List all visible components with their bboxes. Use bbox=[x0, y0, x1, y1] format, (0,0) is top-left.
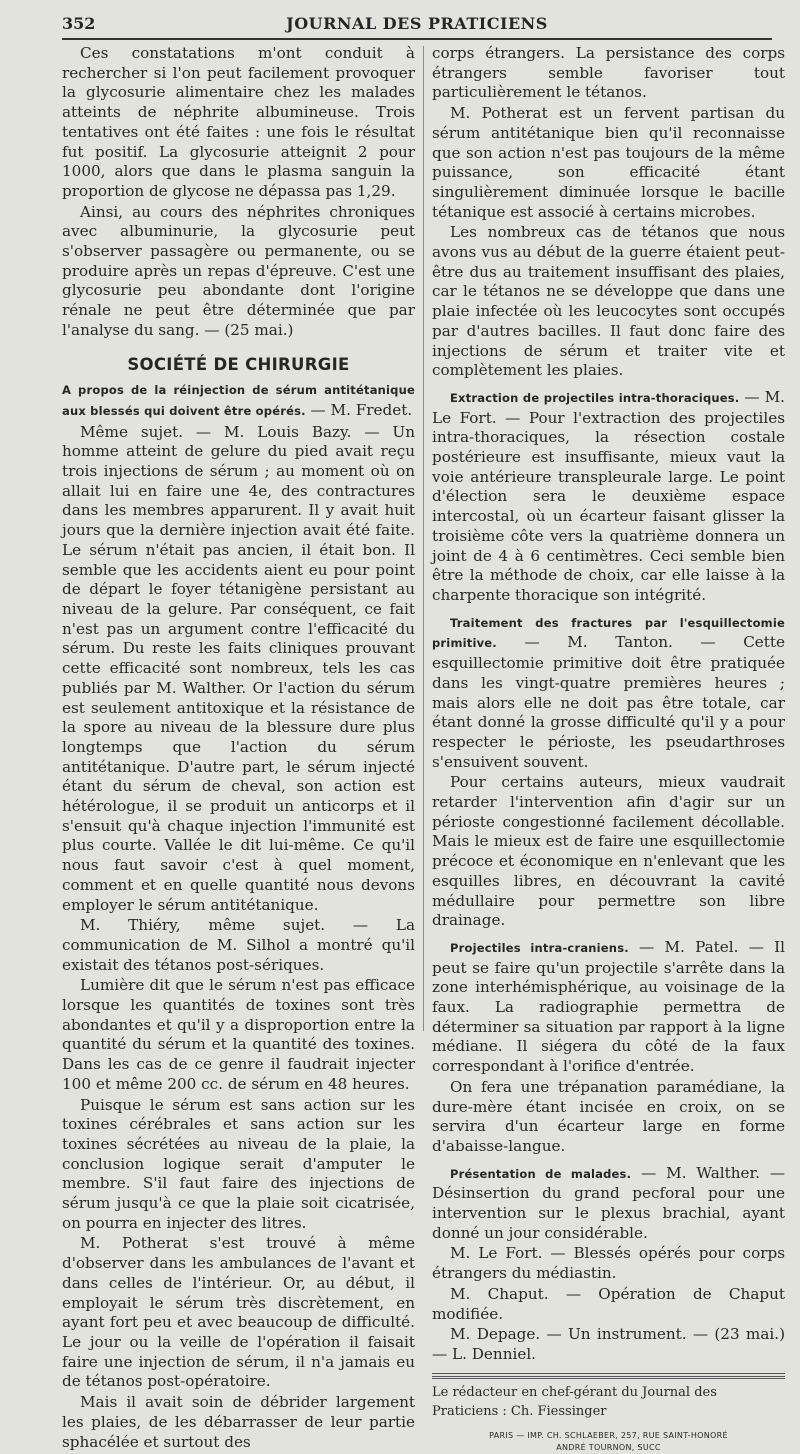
paragraph: Pour certains auteurs, mieux vaudrait retarder l'intervention afin d'agir sur un périoste congestionné facilement décollable. Mais le mieux est de faire une esquillectomie précoce et économique en n'enlevant que les esquilles libres, en découvrant la cavité médullaire pour permettre son libre drainage. bbox=[432, 773, 785, 930]
paragraph: M. Thiéry, même sujet. — La communication de M. Silhol a montré qu'il existait des tétanos post-sériques. bbox=[62, 916, 415, 974]
sub-heading bbox=[62, 380, 415, 421]
paragraph: Ainsi, au cours des néphrites chroniques avec albuminurie, la glycosurie peut s'observer passagère ou permanente, ou se produire après un repas d'épreuve. C'est une glycosurie peu abondante dont l'origine rénale ne peut être déterminée que par l'analyse du sang. — (25 mai.) bbox=[62, 202, 415, 339]
column-divider bbox=[423, 46, 424, 1031]
paragraph: Même sujet. — M. Louis Bazy. — Un homme atteint de gelure du pied avait reçu trois injections de sérum ; au moment où on allait lui en faire une 4e, des contractures dans les membres apparurent. Il y avait huit jours que la dernière injection avait été faite. Le sérum n'était pas ancien, il était bon. Il semble que les accidents aient eu pour point de départ le foyer tétanigène persistant au niveau de la gelure. Par conséquent, ce fait n'est pas un argument contre l'efficacité du sérum. Du reste les faits cliniques prouvant cette efficacité sont nombreux, tels les cas publiés par M. Walther. Or l'action du sérum est seulement antitoxique et la résistance de la spore au niveau de la blessure dure plus longtemps que l'action du sérum antitétanique. D'autre part, le sérum injecté étant du sérum de cheval, son action est hétérologue, il se produit un anticorps et il s'ensuit qu'à chaque injection l'immunité est plus courte. Vallée le dit lui-même. Ce qu'il nous faut savoir c'est à quel moment, comment et en quelle quantité nous devons employer le sérum antitétanique. bbox=[62, 422, 415, 914]
article-text: — M. Tanton. — Cette esquillectomie primitive doit être pratiquée dans les vingt-quatre premières heures ; mais alors elle ne doit pas être totale, car étant donné la grosse difficulté qu'il y a pour respecter le périoste, les pseudarthroses s'ensuivent souvent. bbox=[432, 633, 785, 771]
paragraph: Les nombreux cas de tétanos que nous avons vus au début de la guerre étaient peut-être dus au traitement insuffisant des plaies, car le tétanos ne se développe que dans une plaie infectée où les leucocytes sont occupés par d'autres bacilles. Il faut donc faire des injections de sérum et traiter vite et complètement les plaies. bbox=[432, 223, 785, 380]
page-number: 352 bbox=[62, 14, 96, 33]
article-entry bbox=[432, 1164, 785, 1244]
printer-line: ANDRÉ TOURNON, SUCC bbox=[556, 1443, 661, 1453]
article-entry bbox=[432, 388, 785, 606]
footer-rule-double bbox=[432, 1376, 785, 1379]
printer-imprint bbox=[432, 1430, 785, 1454]
paragraph: M. Potherat est un fervent partisan du sérum antitétanique bien qu'il reconnaisse que son action n'est pas toujours de la même puissance, son efficacité étant singulièrement diminuée lorsque le bacille tétanique est associé à certains microbes. bbox=[432, 104, 785, 221]
paragraph: corps étrangers. La persistance des corps étrangers semble favoriser tout particulièrement le tétanos. bbox=[432, 44, 785, 102]
paragraph: On fera une trépanation paramédiane, la dure-mère étant incisée en croix, on se servira d'un écarteur large en forme d'abaisse-langue. bbox=[432, 1077, 785, 1155]
paragraph: Mais il avait soin de débrider largement les plaies, de les débarrasser de leur partie sphacélée et surtout des bbox=[62, 1393, 415, 1451]
paragraph: Lumière dit que le sérum n'est pas efficace lorsque les quantités de toxines sont très abondantes et qu'il y a disproportion entre la quantité du sérum et la quantité des toxines. Dans les cas de ce genre il faudrait injecter 100 et même 200 cc. de sérum en 48 heures. bbox=[62, 976, 415, 1093]
right-column bbox=[432, 44, 785, 1454]
paragraph: Ces constatations m'ont conduit à rechercher si l'on peut facilement provoquer la glycosurie alimentaire chez les malades atteints de néphrite albumineuse. Trois tentatives ont été faites : une fois le résultat fut positif. La glycosurie atteignit 2 pour 1000, alors que dans le plasma sanguin la proportion de glycose ne dépassa pas 1,29. bbox=[62, 44, 415, 200]
article-heading: Extraction de projectiles intra-thoraciques. bbox=[450, 390, 740, 405]
journal-title: JOURNAL DES PRATICIENS bbox=[286, 14, 548, 33]
paragraph: M. Le Fort. — Blessés opérés pour corps étrangers du médiastin. bbox=[432, 1244, 785, 1283]
printer-line: PARIS — IMP. CH. SCHLAEBER, 257, RUE SAINT-HONORÉ bbox=[489, 1431, 728, 1441]
paragraph: M. Chaput. — Opération de Chaput modifiée. bbox=[432, 1284, 785, 1323]
article-text: — M. Le Fort. — Pour l'extraction des projectiles intra-thoraciques, la résection costale postérieure est insuffisante, mieux vaut la voie antérieure transpleurale large. Le point d'élection sera le deuxième espace intercostal, où un écarteur faisant glisser la troisième côte vers la quatrième donnera un joint de 4 à 6 centimètres. Ceci semble bien être la méthode de choix, car elle laisse à la charpente thoracique son intégrité. bbox=[432, 387, 785, 604]
article-heading: Traitement des fractures par l'esquillectomie primitive. bbox=[432, 615, 785, 651]
editor-credit: Le rédacteur en chef-gérant du Journal des Praticiens : Ch. Fiessinger bbox=[432, 1384, 717, 1420]
page-header bbox=[62, 10, 772, 40]
footer-rule bbox=[432, 1373, 785, 1374]
left-column bbox=[62, 44, 415, 1453]
article-entry bbox=[432, 613, 785, 773]
article-text: — M. Patel. — Il peut se faire qu'un projectile s'arrête dans la zone interhémisphérique, au voisinage de la faux. La radiographie permettra de déterminer sa situation par rapport à la ligne médiane. Il siégera du côté de la faux correspondant à l'orifice d'entrée. bbox=[432, 937, 785, 1076]
article-heading: Présentation de malades. bbox=[450, 1166, 632, 1181]
sub-heading-author: — M. Fredet. bbox=[305, 400, 413, 419]
article-heading: Projectiles intra-craniens. bbox=[450, 940, 629, 955]
paragraph: M. Depage. — Un instrument. — (23 mai.) — L. Denniel. bbox=[432, 1325, 785, 1363]
paragraph: Puisque le sérum est sans action sur les toxines cérébrales et sans action sur les toxines sécrétées au niveau de la plaie, la conclusion logique serait d'amputer le membre. S'il faut faire des injections de sérum jusqu'à ce que la plaie soit cicatrisée, on pourra en injecter des litres. bbox=[62, 1095, 415, 1232]
section-title: SOCIÉTÉ DE CHIRURGIE bbox=[127, 354, 350, 374]
paragraph: M. Potherat s'est trouvé à même d'observer dans les ambulances de l'avant et dans celles de l'intérieur. Or, au début, il employait le sérum très discrètement, en ayant fort peu et avec beaucoup de difficulté. Le jour ou la veille de l'opération il faisait faire une injection de sérum, il n'a jamais eu de tétanos post-opératoire. bbox=[62, 1234, 415, 1391]
article-entry bbox=[432, 938, 785, 1077]
sub-heading-title: A propos de la réinjection de sérum antitétanique aux blessés qui doivent être opérés. bbox=[62, 383, 415, 418]
article-text: — M. Walther. — Désinsertion du grand pecforal pour une intervention sur le plexus brachial, ayant donné un jour considérable. bbox=[432, 1163, 786, 1242]
